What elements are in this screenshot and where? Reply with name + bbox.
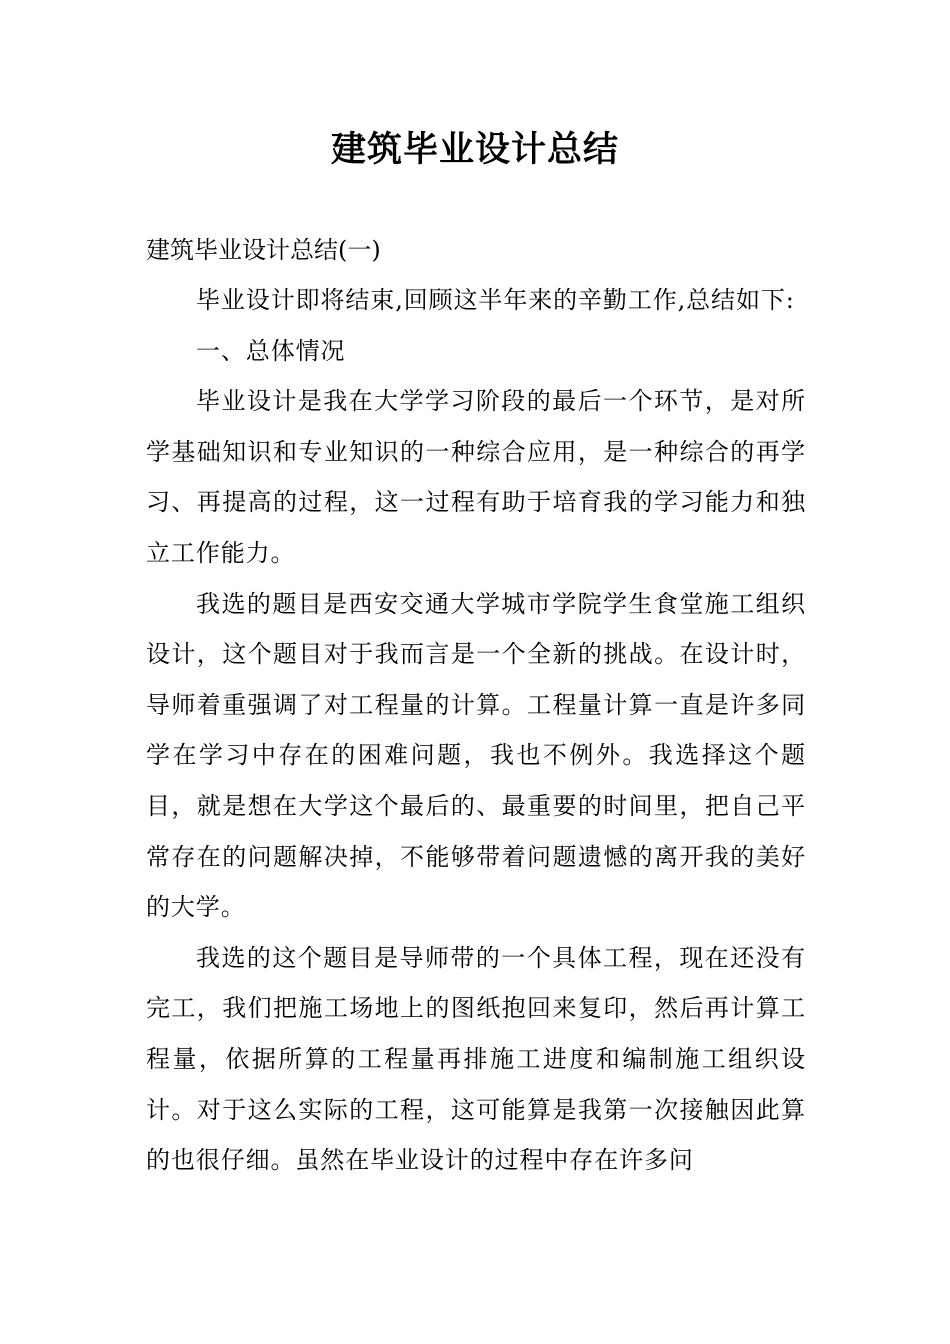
section-subtitle: 建筑毕业设计总结(一) (146, 236, 381, 264)
document-title: 建筑毕业设计总结 (330, 129, 619, 170)
document-body (146, 225, 806, 1186)
paragraph-topic: 我选的题目是西安交通大学城市学院学生食堂施工组织设计，这个题目对于我而言是一个全新的挑战。在设计时，导师着重强调了对工程量的计算。工程量计算一直是许多同学在学习中存在的困难问题，我也不例外。我选择这个题目，就是想在大学这个最后的、最重要的时间里，把自己平常存在的问题解决掉，不能够带着问题遗憾的离开我的美好的大学。 (146, 589, 806, 922)
section-heading: 一、总体情况 (196, 336, 346, 365)
paragraph-project: 我选的这个题目是导师带的一个具体工程，现在还没有完工，我们把施工场地上的图纸抱回来复印，然后再计算工程量，依据所算的工程量再排施工进度和编制施工组织设计。对于这么实际的工程，这可能算是我第一次接触因此算的也很仔细。虽然在毕业设计的过程中存在许多问 (146, 943, 806, 1175)
paragraph-overview: 毕业设计是我在大学学习阶段的最后一个环节，是对所学基础知识和专业知识的一种综合应用，是一种综合的再学习、再提高的过程，这一过程有助于培育我的学习能力和独立工作能力。 (146, 387, 806, 567)
paragraph-intro: 毕业设计即将结束,回顾这半年来的辛勤工作,总结如下: (196, 286, 795, 314)
